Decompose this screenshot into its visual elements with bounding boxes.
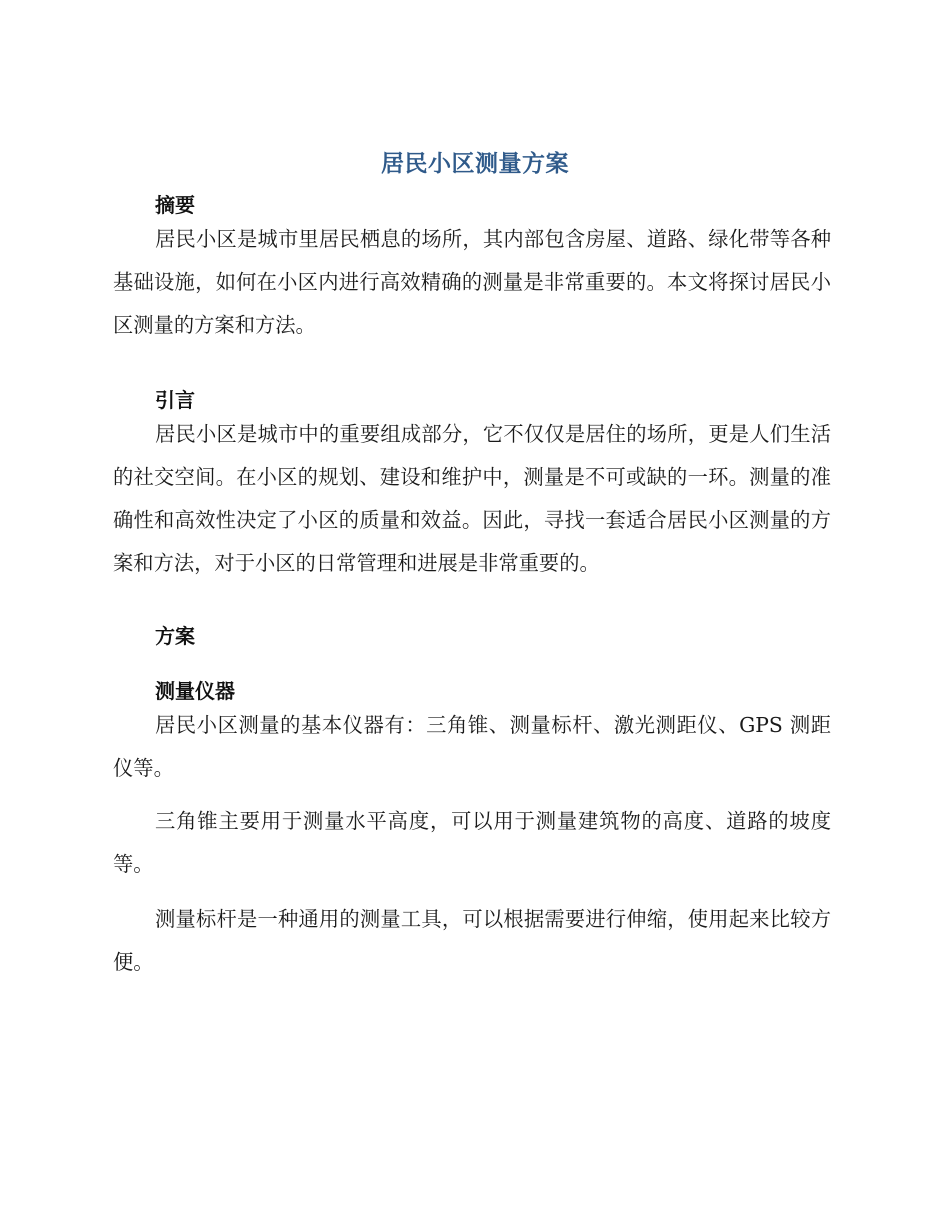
intro-heading: 引言 <box>155 388 195 412</box>
document-title: 居民小区测量方案 <box>381 151 569 177</box>
abstract-heading: 摘要 <box>155 193 195 217</box>
pole-paragraph: 测量标杆是一种通用的测量工具，可以根据需要进行伸缩，使用起来比较方便。 <box>113 907 831 974</box>
abstract-paragraph: 居民小区是城市里居民栖息的场所，其内部包含房屋、道路、绿化带等各种基础设施，如何在小区内进行高效精确的测量是非常重要的。本文将探讨居民小区测量的方案和方法。 <box>113 227 831 337</box>
cone-paragraph: 三角锥主要用于测量水平高度，可以用于测量建筑物的高度、道路的坡度等。 <box>113 809 831 876</box>
instruments-heading: 测量仪器 <box>155 679 235 703</box>
intro-paragraph: 居民小区是城市中的重要组成部分，它不仅仅是居住的场所，更是人们生活的社交空间。在小区的规划、建设和维护中，测量是不可或缺的一环。测量的准确性和高效性决定了小区的质量和效益。因此，寻找一套适合居民小区测量的方案和方法，对于小区的日常管理和进展是非常重要的。 <box>113 422 831 575</box>
plan-heading: 方案 <box>155 624 195 648</box>
instruments-paragraph: 居民小区测量的基本仪器有：三角锥、测量标杆、激光测距仪、GPS 测距仪等。 <box>113 713 831 780</box>
